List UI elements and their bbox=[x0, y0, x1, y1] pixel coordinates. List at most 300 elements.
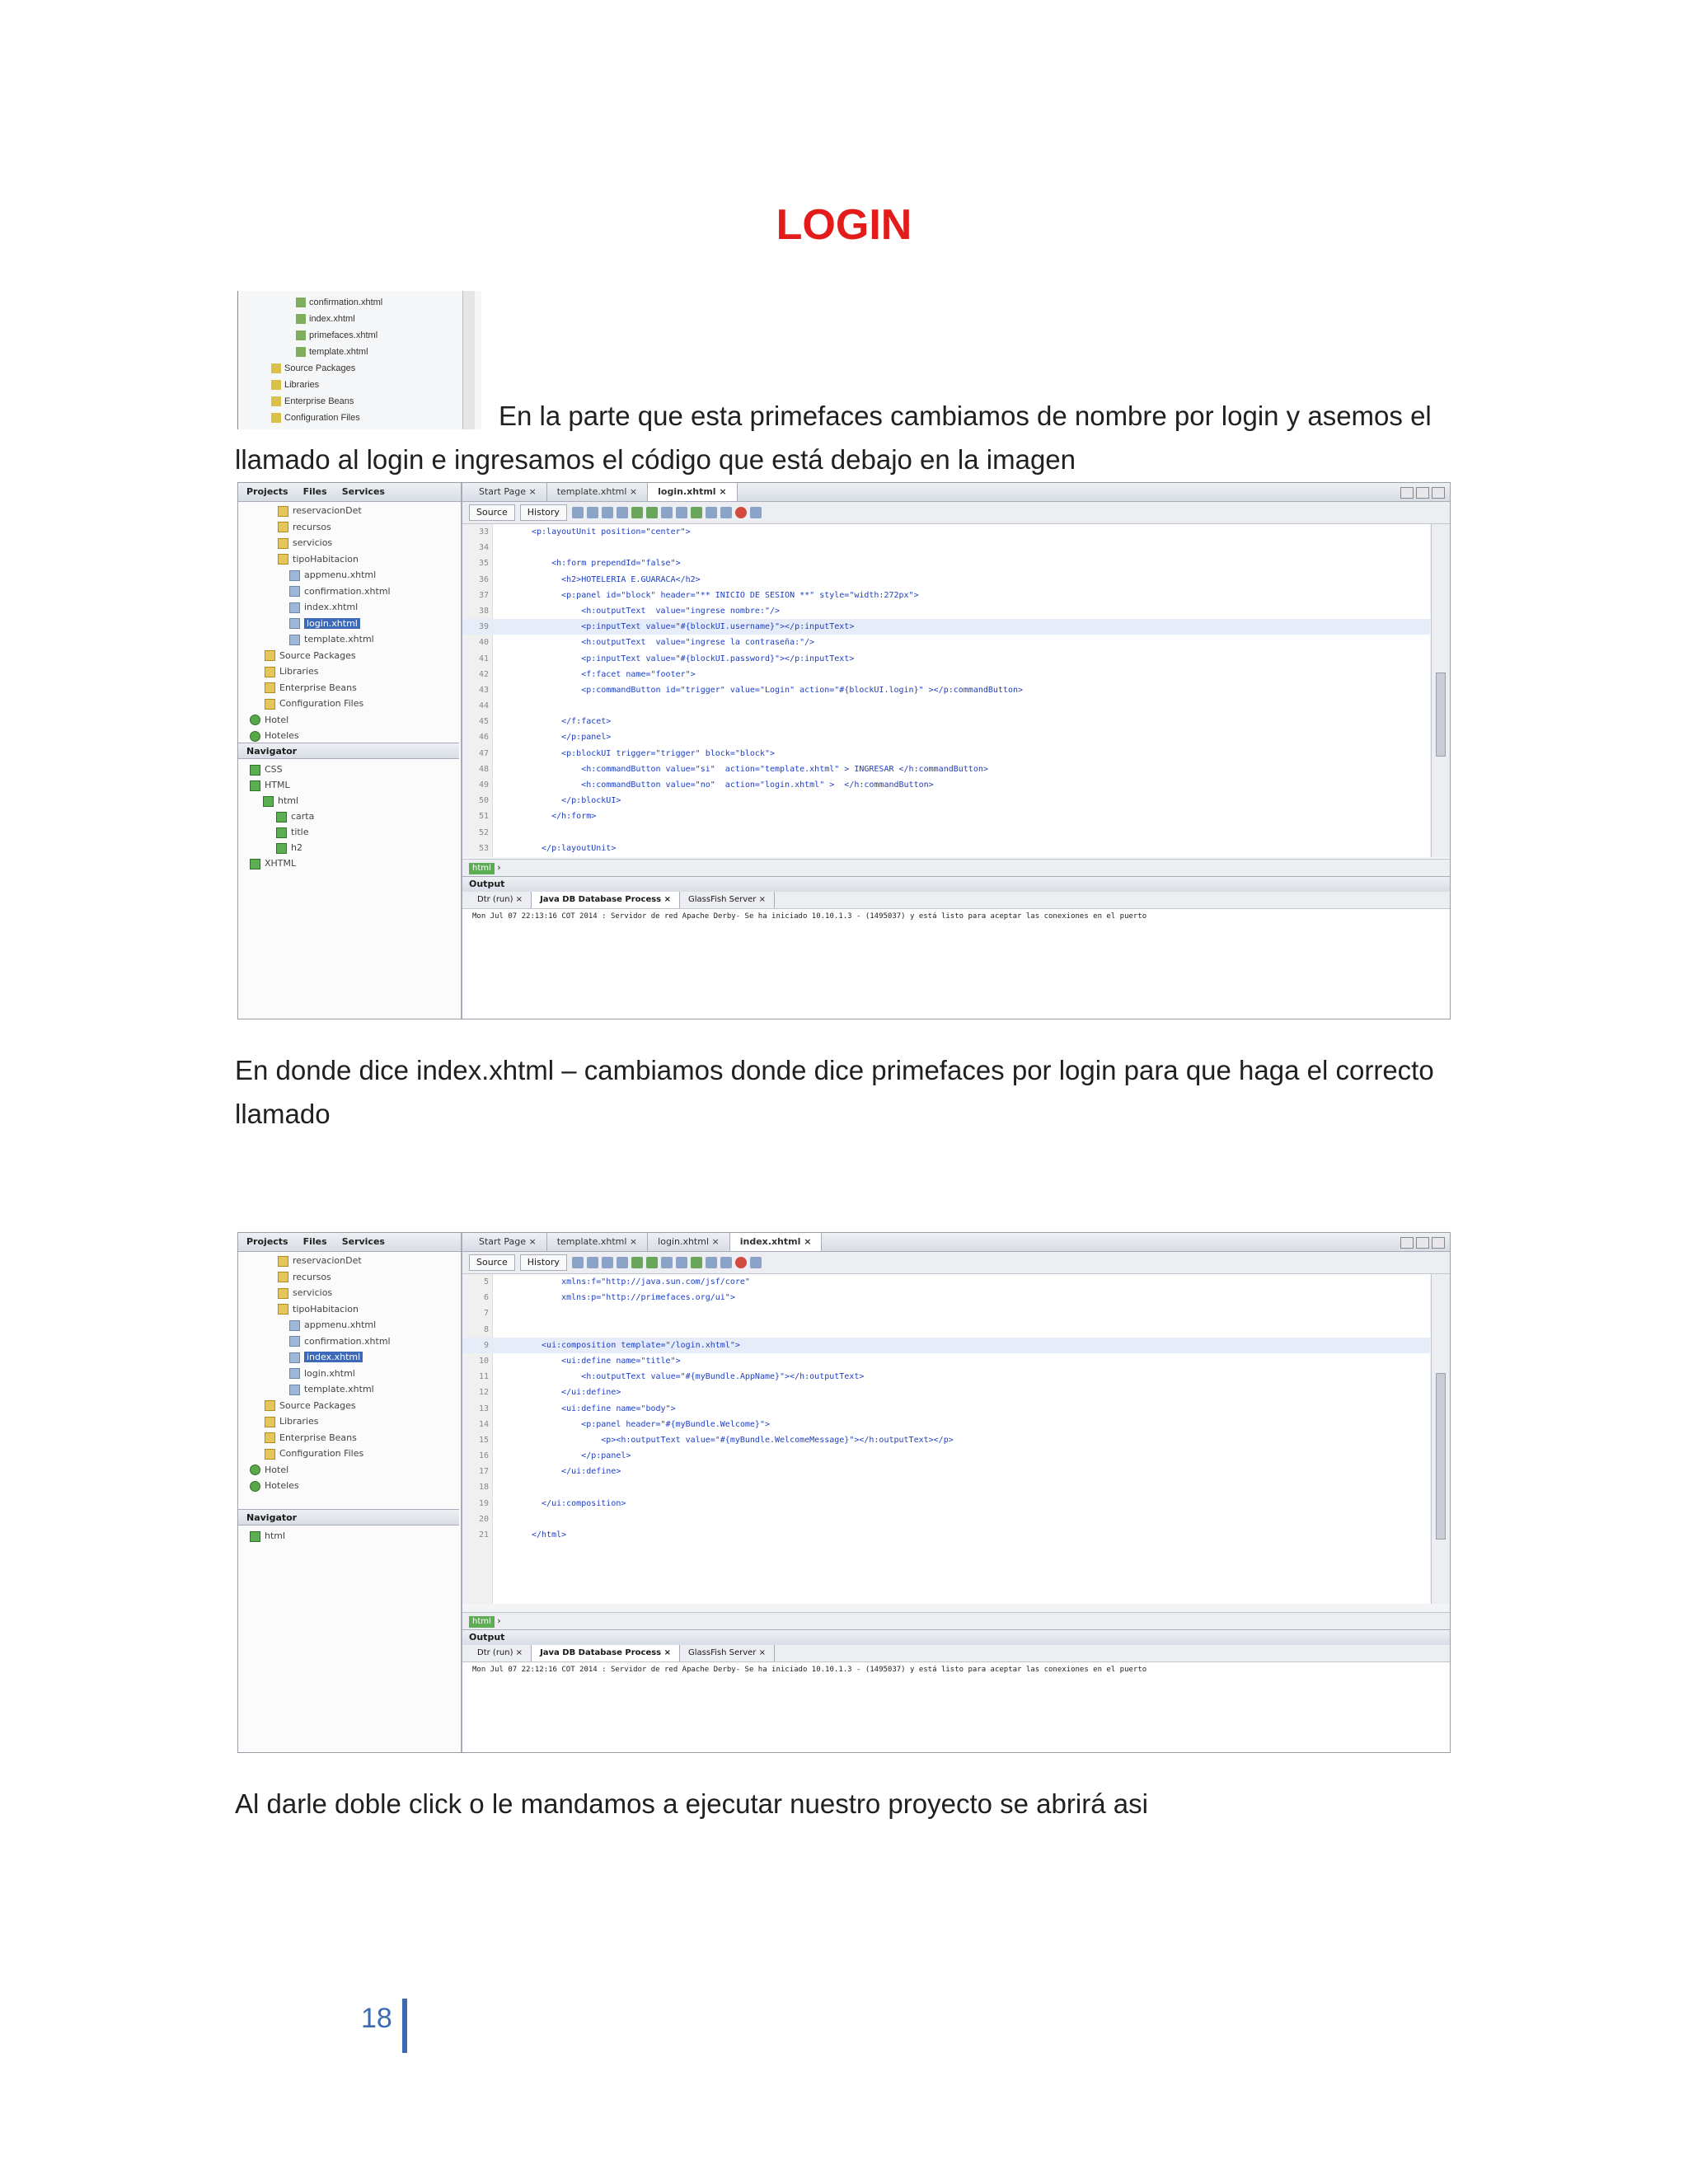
code-line bbox=[462, 1305, 1430, 1321]
tree-item-label: Hoteles bbox=[265, 1480, 299, 1491]
toolbar-icon[interactable] bbox=[706, 1257, 717, 1268]
file-icon bbox=[289, 1320, 300, 1331]
code-text: <p:layoutUnit position="center"> bbox=[532, 527, 691, 537]
globe-icon bbox=[250, 1465, 260, 1475]
tree-item-label: reservacionDet bbox=[293, 505, 362, 516]
file-icon bbox=[289, 570, 300, 581]
project-tree-item[interactable] bbox=[238, 1269, 459, 1286]
project-tree-item[interactable] bbox=[238, 519, 459, 536]
code-line bbox=[462, 540, 1430, 555]
code-line bbox=[462, 1401, 1430, 1417]
output-console: Mon Jul 07 22:13:16 COT 2014 : Servidor de red Apache Derby- Se ha iniciado 10.10.1.3 - (1495037) y está listo para aceptar las conexiones en el puerto bbox=[462, 909, 1450, 1019]
code-text: <f:facet name="footer"> bbox=[532, 669, 696, 679]
line-number: 14 bbox=[478, 1419, 489, 1429]
package-icon bbox=[278, 506, 288, 517]
toolbar-icon[interactable] bbox=[602, 1257, 613, 1268]
element-icon bbox=[276, 827, 287, 838]
file-icon bbox=[296, 347, 306, 357]
projects-panel bbox=[238, 1233, 462, 1752]
toolbar-icon[interactable] bbox=[617, 1257, 628, 1268]
line-number: 49 bbox=[478, 780, 489, 790]
thumb-tree-label: Libraries bbox=[284, 380, 320, 390]
thumb-tree-label: template.xhtml bbox=[309, 347, 368, 357]
output-tabs bbox=[462, 892, 1450, 909]
tree-item-label: tipoHabitacion bbox=[293, 553, 359, 565]
code-area bbox=[462, 524, 1430, 857]
line-number: 9 bbox=[483, 1340, 489, 1350]
project-tree-item[interactable] bbox=[238, 1462, 459, 1479]
history-button[interactable]: History bbox=[520, 504, 567, 521]
line-number: 19 bbox=[478, 1498, 489, 1508]
file-icon bbox=[289, 1336, 300, 1347]
output-tab[interactable]: GlassFish Server × bbox=[680, 892, 775, 908]
project-tree-item[interactable] bbox=[238, 1285, 459, 1301]
projects-tabs bbox=[238, 483, 461, 502]
navigator-item[interactable] bbox=[238, 824, 459, 840]
editor-tab[interactable]: Start Page × bbox=[469, 1233, 547, 1251]
element-icon bbox=[250, 1531, 260, 1542]
thumb-tree-item bbox=[238, 314, 481, 330]
line-number: 17 bbox=[478, 1467, 489, 1477]
project-tree-item[interactable] bbox=[238, 599, 459, 616]
navigator-label: HTML bbox=[265, 780, 290, 790]
code-text: <h:outputText value="#{myBundle.AppName}"></h:outputText> bbox=[532, 1372, 865, 1382]
code-line bbox=[462, 619, 1430, 635]
navigator-item[interactable] bbox=[238, 793, 459, 808]
line-number: 5 bbox=[483, 1277, 489, 1286]
code-line bbox=[462, 572, 1430, 588]
code-line bbox=[462, 762, 1430, 777]
globe-icon bbox=[250, 715, 260, 725]
navigator-header: Navigator bbox=[238, 743, 459, 759]
file-icon bbox=[289, 635, 300, 645]
line-number: 47 bbox=[478, 748, 489, 758]
tree-item-label: Hoteles bbox=[265, 730, 299, 741]
line-number: 8 bbox=[483, 1324, 489, 1334]
source-button[interactable]: Source bbox=[469, 1254, 515, 1271]
breadcrumb: html › bbox=[462, 1612, 1450, 1629]
panel-tab[interactable]: Projects bbox=[246, 486, 288, 497]
navigator-label: carta bbox=[291, 811, 315, 822]
window-buttons bbox=[1398, 486, 1445, 502]
toolbar-icon[interactable] bbox=[617, 507, 628, 518]
toolbar-icon[interactable] bbox=[572, 507, 584, 518]
navigator-item[interactable] bbox=[238, 777, 459, 793]
project-tree-item[interactable] bbox=[238, 1478, 459, 1494]
output-tab[interactable]: Dtr (run) × bbox=[469, 1645, 532, 1661]
code-line bbox=[462, 698, 1430, 714]
paragraph-intro-text: En la parte que esta primefaces cambiamos de nombre por login y asemos el llamado al login e ingresamos el código que está debajo en la imagen bbox=[235, 401, 1432, 475]
breadcrumb-html-tag: html bbox=[469, 1616, 495, 1628]
code-line bbox=[462, 603, 1430, 619]
line-number: 37 bbox=[478, 590, 489, 600]
code-text: <ui:composition template="/login.xhtml"> bbox=[532, 1340, 740, 1350]
line-number: 41 bbox=[478, 654, 489, 663]
paragraph-run: Al darle doble click o le mandamos a ejecutar nuestro proyecto se abrirá asi bbox=[235, 1788, 1148, 1819]
tree-item-label: login.xhtml bbox=[304, 618, 360, 629]
code-text: </p:panel> bbox=[532, 1451, 631, 1461]
project-tree-item[interactable] bbox=[238, 696, 459, 712]
output-tab[interactable]: Dtr (run) × bbox=[469, 892, 532, 908]
output-tab[interactable]: GlassFish Server × bbox=[680, 1645, 775, 1661]
line-number: 20 bbox=[478, 1514, 489, 1524]
element-icon bbox=[276, 843, 287, 854]
thumb-tree-item bbox=[238, 330, 481, 347]
code-line bbox=[462, 588, 1430, 603]
panel-tab[interactable]: Services bbox=[341, 1236, 385, 1247]
code-line bbox=[462, 1527, 1430, 1543]
navigator-item[interactable] bbox=[238, 808, 459, 824]
toolbar-icon[interactable] bbox=[750, 507, 762, 518]
package-icon bbox=[278, 538, 288, 549]
tree-item-label: confirmation.xhtml bbox=[304, 1335, 391, 1347]
project-tree-item[interactable] bbox=[238, 567, 459, 583]
globe-icon bbox=[250, 731, 260, 742]
project-tree-item[interactable] bbox=[238, 1317, 459, 1333]
code-line bbox=[462, 667, 1430, 682]
editor-scrollbar bbox=[1431, 1274, 1450, 1604]
toolbar-icon[interactable] bbox=[587, 507, 598, 518]
tree-item-label: servicios bbox=[293, 1287, 333, 1298]
navigator-item[interactable] bbox=[238, 840, 459, 855]
code-text: </ui:composition> bbox=[532, 1498, 626, 1508]
project-tree-item[interactable] bbox=[238, 1398, 459, 1414]
editor-tab[interactable]: index.xhtml × bbox=[730, 1233, 823, 1251]
project-tree-item[interactable] bbox=[238, 631, 459, 648]
toolbar-icon[interactable] bbox=[631, 507, 643, 518]
editor-toolbar bbox=[462, 502, 1450, 524]
breadcrumb: html › bbox=[462, 859, 1450, 876]
line-number: 39 bbox=[478, 622, 489, 632]
toolbar-icon[interactable] bbox=[661, 507, 673, 518]
project-tree-item[interactable] bbox=[238, 648, 459, 664]
code-editor bbox=[462, 483, 1450, 1019]
navigator-item[interactable] bbox=[238, 855, 459, 871]
project-tree-item[interactable] bbox=[238, 680, 459, 696]
code-line bbox=[462, 1290, 1430, 1305]
code-line bbox=[462, 729, 1430, 745]
code-text: <ui:define name="body"> bbox=[532, 1404, 676, 1413]
thumb-tree-label: Source Packages bbox=[284, 363, 356, 373]
tree-item-label: Source Packages bbox=[279, 649, 356, 661]
file-icon bbox=[289, 602, 300, 613]
toolbar-icon[interactable] bbox=[691, 1257, 702, 1268]
thumb-tree-item bbox=[238, 347, 481, 363]
toolbar-icon[interactable] bbox=[720, 1257, 732, 1268]
element-icon bbox=[250, 765, 260, 776]
projects-tabs bbox=[238, 1233, 461, 1252]
output-header: Output bbox=[462, 876, 1450, 892]
element-icon bbox=[276, 812, 287, 823]
navigator-item[interactable] bbox=[238, 1528, 459, 1544]
line-number: 40 bbox=[478, 638, 489, 648]
navigator-label: XHTML bbox=[265, 858, 297, 869]
ide-screenshot-index bbox=[237, 1232, 1451, 1753]
toolbar-icon[interactable] bbox=[631, 1257, 643, 1268]
tree-item-label: Configuration Files bbox=[279, 698, 364, 709]
code-line bbox=[462, 1322, 1430, 1338]
stop-icon[interactable] bbox=[735, 507, 747, 518]
toolbar-icon[interactable] bbox=[750, 1257, 762, 1268]
file-icon bbox=[289, 1352, 300, 1363]
package-icon bbox=[278, 1256, 288, 1267]
page-number: 18 bbox=[361, 2003, 392, 2034]
line-number: 21 bbox=[478, 1530, 489, 1540]
navigator-label: title bbox=[291, 827, 309, 837]
projects-panel bbox=[238, 483, 462, 1019]
code-line bbox=[462, 651, 1430, 667]
source-button[interactable]: Source bbox=[469, 504, 515, 521]
tree-item-label: login.xhtml bbox=[304, 1367, 355, 1379]
toolbar-icon[interactable] bbox=[676, 507, 687, 518]
tree-item-label: Libraries bbox=[279, 1416, 319, 1427]
code-text: xmlns:p="http://primefaces.org/ui"> bbox=[532, 1293, 735, 1303]
tree-item-label: appmenu.xhtml bbox=[304, 1319, 377, 1330]
code-line bbox=[462, 714, 1430, 729]
editor-toolbar bbox=[462, 1252, 1450, 1274]
code-line bbox=[462, 1464, 1430, 1479]
project-tree-item[interactable] bbox=[238, 535, 459, 551]
tree-item-label: recursos bbox=[293, 521, 331, 532]
toolbar-icon[interactable] bbox=[720, 507, 732, 518]
line-number: 52 bbox=[478, 827, 489, 837]
tree-item-label: appmenu.xhtml bbox=[304, 569, 377, 580]
code-text: <h:commandButton value="si" action="template.xhtml" > INGRESAR </h:commandButton> bbox=[532, 764, 988, 774]
code-text: <p:inputText value="#{blockUI.username}"></p:inputText> bbox=[532, 622, 855, 632]
history-button[interactable]: History bbox=[520, 1254, 567, 1271]
editor-tab[interactable]: login.xhtml × bbox=[648, 1233, 730, 1251]
tree-item-label: confirmation.xhtml bbox=[304, 585, 391, 597]
project-tree-item[interactable] bbox=[238, 728, 459, 744]
code-line bbox=[462, 1385, 1430, 1400]
file-icon bbox=[296, 314, 306, 324]
line-number: 11 bbox=[478, 1372, 489, 1382]
project-tree-item[interactable] bbox=[238, 663, 459, 680]
package-icon bbox=[278, 1304, 288, 1315]
toolbar-icon[interactable] bbox=[661, 1257, 673, 1268]
code-text: </f:facet> bbox=[532, 717, 612, 727]
file-icon bbox=[296, 298, 306, 307]
tree-item-label: Enterprise Beans bbox=[279, 1432, 357, 1443]
code-editor bbox=[462, 1233, 1450, 1752]
tree-item-label: index.xhtml bbox=[304, 1352, 363, 1362]
package-icon bbox=[265, 1400, 275, 1411]
navigator-tree bbox=[238, 1528, 459, 1544]
code-area bbox=[462, 1274, 1430, 1604]
code-line bbox=[462, 635, 1430, 650]
code-line bbox=[462, 1511, 1430, 1527]
line-number: 36 bbox=[478, 574, 489, 584]
project-tree-item[interactable] bbox=[238, 1446, 459, 1462]
line-number: 13 bbox=[478, 1404, 489, 1413]
project-tree-item[interactable] bbox=[238, 503, 459, 519]
line-number: 10 bbox=[478, 1356, 489, 1366]
editor-scrollbar bbox=[1431, 524, 1450, 857]
line-number: 33 bbox=[478, 527, 489, 537]
page-title: LOGIN bbox=[776, 201, 912, 249]
window-buttons bbox=[1398, 1236, 1445, 1252]
package-icon bbox=[265, 650, 275, 661]
output-tab[interactable]: Java DB Database Process × bbox=[532, 1645, 680, 1661]
tree-item-label: Configuration Files bbox=[279, 1448, 364, 1459]
code-text: </html> bbox=[532, 1530, 567, 1540]
tree-item-label: tipoHabitacion bbox=[293, 1303, 359, 1315]
editor-tab[interactable]: login.xhtml × bbox=[648, 483, 737, 501]
code-text: </ui:define> bbox=[532, 1467, 621, 1477]
line-number: 12 bbox=[478, 1388, 489, 1398]
tree-item-label: Hotel bbox=[265, 714, 289, 725]
project-tree-item[interactable] bbox=[238, 616, 459, 632]
package-icon bbox=[265, 1432, 275, 1443]
code-text: <p:panel id="block" header="** INICIO DE SESION **" style="width:272px"> bbox=[532, 590, 919, 600]
line-number: 7 bbox=[483, 1309, 489, 1319]
file-icon bbox=[289, 586, 300, 597]
navigator-tree bbox=[238, 762, 459, 871]
editor-tabs bbox=[462, 1233, 1450, 1252]
project-tree-item[interactable] bbox=[238, 551, 459, 568]
navigator-item[interactable] bbox=[238, 762, 459, 777]
output-tab[interactable]: Java DB Database Process × bbox=[532, 892, 680, 908]
line-number: 35 bbox=[478, 559, 489, 569]
code-text: </p:panel> bbox=[532, 733, 612, 743]
line-number: 42 bbox=[478, 669, 489, 679]
code-text: <ui:define name="title"> bbox=[532, 1356, 681, 1366]
stop-icon[interactable] bbox=[735, 1257, 747, 1268]
project-tree-item[interactable] bbox=[238, 1430, 459, 1446]
editor-tab[interactable]: Start Page × bbox=[469, 483, 547, 501]
line-number: 53 bbox=[478, 843, 489, 853]
line-number: 16 bbox=[478, 1451, 489, 1461]
navigator-label: html bbox=[265, 1530, 286, 1541]
line-number: 6 bbox=[483, 1293, 489, 1303]
package-icon bbox=[278, 522, 288, 532]
code-text: <p><h:outputText value="#{myBundle.WelcomeMessage}"></h:outputText></p> bbox=[532, 1435, 954, 1445]
tree-item-label: Libraries bbox=[279, 666, 319, 677]
package-icon bbox=[265, 1449, 275, 1460]
code-text: </p:blockUI> bbox=[532, 796, 621, 806]
package-icon bbox=[265, 1417, 275, 1427]
project-tree bbox=[238, 1253, 459, 1494]
code-line bbox=[462, 1448, 1430, 1464]
package-icon bbox=[265, 699, 275, 710]
tree-item-label: Enterprise Beans bbox=[279, 682, 357, 693]
code-line bbox=[462, 825, 1430, 841]
tree-item-label: index.xhtml bbox=[304, 602, 359, 612]
panel-tab[interactable]: Projects bbox=[246, 1236, 288, 1247]
project-tree-item[interactable] bbox=[238, 1333, 459, 1350]
code-line bbox=[462, 1417, 1430, 1432]
toolbar-icon[interactable] bbox=[706, 507, 717, 518]
file-icon bbox=[289, 618, 300, 629]
tree-item-label: Source Packages bbox=[279, 1399, 356, 1411]
code-line bbox=[462, 777, 1430, 793]
line-number: 48 bbox=[478, 764, 489, 774]
thumb-tree-item bbox=[238, 298, 481, 314]
code-text: <p:blockUI trigger="trigger" block="block"> bbox=[532, 748, 776, 758]
code-text: <h2>HOTELERIA E.GUARACA</h2> bbox=[532, 574, 701, 584]
output-header: Output bbox=[462, 1629, 1450, 1645]
line-number: 51 bbox=[478, 812, 489, 822]
tree-item-label: reservacionDet bbox=[293, 1255, 362, 1266]
toolbar-icon[interactable] bbox=[646, 507, 658, 518]
page-number-bar bbox=[402, 1999, 407, 2053]
file-icon bbox=[289, 1385, 300, 1395]
line-number: 15 bbox=[478, 1435, 489, 1445]
element-icon bbox=[263, 796, 274, 807]
navigator-header: Navigator bbox=[238, 1509, 459, 1526]
project-tree-item[interactable] bbox=[238, 1413, 459, 1430]
editor-tabs bbox=[462, 483, 1450, 502]
code-text: <p:inputText value="#{blockUI.password}"></p:inputText> bbox=[532, 654, 855, 663]
paragraph-index: En donde dice index.xhtml – cambiamos donde dice primefaces por login para que haga el correcto llamado bbox=[235, 1055, 1434, 1129]
line-number: 50 bbox=[478, 796, 489, 806]
project-tree-item[interactable] bbox=[238, 1301, 459, 1318]
project-tree-item[interactable] bbox=[238, 1253, 459, 1269]
thumb-tree-label: Enterprise Beans bbox=[284, 396, 354, 406]
tree-item-label: Hotel bbox=[265, 1464, 289, 1475]
line-number: 18 bbox=[478, 1483, 489, 1493]
project-tree-item[interactable] bbox=[238, 712, 459, 729]
project-tree-item[interactable] bbox=[238, 1349, 459, 1366]
code-line bbox=[462, 746, 1430, 762]
toolbar-icon[interactable] bbox=[646, 1257, 658, 1268]
file-icon bbox=[271, 380, 281, 390]
line-number: 43 bbox=[478, 685, 489, 695]
ide-screenshot-login bbox=[237, 482, 1451, 1019]
tree-item-label: template.xhtml bbox=[304, 1384, 374, 1394]
line-number: 44 bbox=[478, 701, 489, 711]
panel-tab[interactable]: Files bbox=[302, 486, 327, 497]
code-text: <p:commandButton id="trigger" value="Login" action="#{blockUI.login}" ></p:commandButton> bbox=[532, 685, 1024, 695]
toolbar-icon[interactable] bbox=[587, 1257, 598, 1268]
editor-tab[interactable]: template.xhtml × bbox=[547, 483, 648, 501]
tree-item-label: servicios bbox=[293, 537, 333, 548]
code-text: <h:commandButton value="no" action="login.xhtml" > </h:commandButton> bbox=[532, 780, 934, 790]
code-line bbox=[462, 1432, 1430, 1448]
toolbar-icon[interactable] bbox=[691, 507, 702, 518]
code-line bbox=[462, 1274, 1430, 1290]
package-icon bbox=[278, 1288, 288, 1299]
toolbar-icon[interactable] bbox=[602, 507, 613, 518]
tree-item-label: recursos bbox=[293, 1271, 331, 1282]
output-tabs bbox=[462, 1645, 1450, 1662]
code-line bbox=[462, 1369, 1430, 1385]
thumb-tree-label: primefaces.xhtml bbox=[309, 330, 378, 340]
code-text: <h:outputText value="ingrese la contraseña:"/> bbox=[532, 638, 815, 648]
code-line bbox=[462, 841, 1430, 856]
paragraph-intro bbox=[235, 394, 1455, 481]
output-console: Mon Jul 07 22:12:16 COT 2014 : Servidor de red Apache Derby- Se ha iniciado 10.10.1.3 - (1495037) y está listo para aceptar las conexiones en el puerto bbox=[462, 1662, 1450, 1752]
toolbar-icon[interactable] bbox=[572, 1257, 584, 1268]
panel-tab[interactable]: Services bbox=[341, 486, 385, 497]
panel-tab[interactable]: Files bbox=[302, 1236, 327, 1247]
package-icon bbox=[278, 554, 288, 565]
code-line bbox=[462, 1353, 1430, 1369]
file-icon bbox=[271, 363, 281, 373]
code-text: xmlns:f="http://java.sun.com/jsf/core" bbox=[532, 1277, 750, 1286]
toolbar-icon[interactable] bbox=[676, 1257, 687, 1268]
code-line bbox=[462, 808, 1430, 824]
project-tree-item[interactable] bbox=[238, 583, 459, 600]
code-line bbox=[462, 1479, 1430, 1495]
project-tree-item[interactable] bbox=[238, 1366, 459, 1382]
project-tree-item[interactable] bbox=[238, 1381, 459, 1398]
thumb-tree-label: index.xhtml bbox=[309, 314, 355, 324]
editor-tab[interactable]: template.xhtml × bbox=[547, 1233, 648, 1251]
line-number: 34 bbox=[478, 543, 489, 553]
element-icon bbox=[250, 780, 260, 791]
thumb-tree-label: confirmation.xhtml bbox=[309, 298, 383, 307]
